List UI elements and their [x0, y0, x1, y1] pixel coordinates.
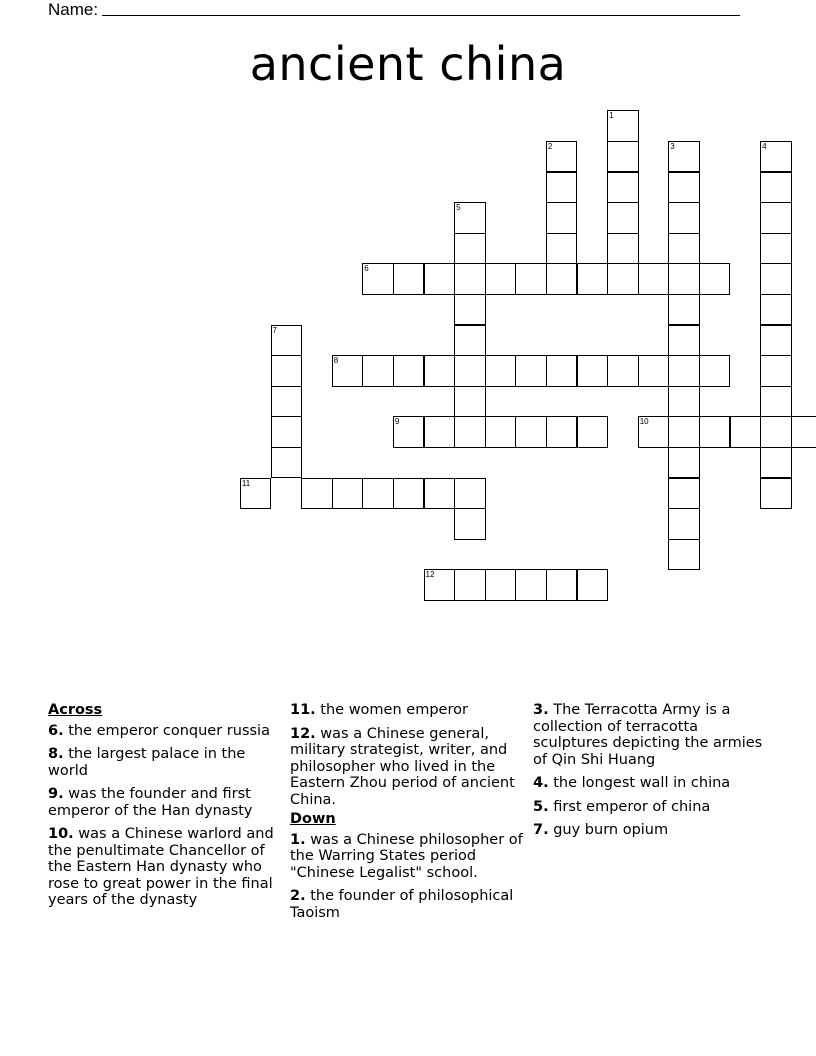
crossword-cell[interactable] — [271, 355, 303, 387]
crossword-cell[interactable] — [668, 416, 700, 448]
cell-number: 4 — [762, 141, 767, 151]
across-heading: Across — [48, 702, 103, 718]
crossword-cell[interactable] — [454, 202, 486, 234]
clues-column-1 — [48, 702, 284, 916]
crossword-cell[interactable] — [760, 416, 792, 448]
crossword-cell[interactable] — [393, 416, 425, 448]
clue-text: the longest wall in china — [553, 775, 731, 791]
clue-text: the largest palace in the world — [48, 746, 246, 779]
crossword-cell[interactable] — [668, 478, 700, 510]
crossword-cell[interactable] — [546, 569, 578, 601]
clue-number: 1. — [290, 831, 306, 848]
cell-number: 9 — [394, 417, 400, 427]
crossword-cell[interactable] — [515, 416, 547, 448]
clue-text: the founder of philosophical Taoism — [290, 888, 514, 921]
clue-number: 5. — [533, 798, 549, 815]
crossword-cell[interactable] — [546, 355, 578, 387]
crossword-cell[interactable] — [424, 355, 456, 387]
crossword-cell[interactable] — [362, 478, 394, 510]
crossword-cell[interactable] — [577, 569, 609, 601]
crossword-cell[interactable] — [271, 386, 303, 418]
crossword-cell[interactable] — [424, 263, 456, 295]
crossword-cell[interactable] — [668, 325, 700, 357]
crossword-cell[interactable] — [546, 233, 578, 265]
crossword-cell[interactable] — [668, 386, 700, 418]
clue-number: 11. — [290, 702, 316, 718]
clue-text: was a Chinese general, military strategist, writer, and philosopher who lived in the Eastern Zhou period of ancient China. — [290, 725, 515, 808]
cell-number: 10 — [639, 417, 649, 427]
clue-text: the women emperor — [320, 702, 468, 718]
crossword-cell[interactable] — [393, 355, 425, 387]
crossword-cell[interactable] — [393, 263, 425, 295]
crossword-cell[interactable] — [760, 233, 792, 265]
crossword-cell[interactable] — [577, 355, 609, 387]
crossword-cell[interactable] — [332, 478, 364, 510]
clue-text: the emperor conquer russia — [68, 722, 270, 739]
crossword-cell[interactable] — [668, 355, 700, 387]
clue-number: 7. — [533, 822, 549, 838]
crossword-cell[interactable] — [760, 172, 792, 204]
down-heading: Down — [290, 811, 336, 827]
clue-across-11 — [290, 702, 526, 719]
clue-down-2 — [290, 888, 526, 921]
crossword-cell[interactable] — [546, 141, 578, 173]
clue-number: 10. — [48, 826, 74, 842]
crossword-cell[interactable] — [577, 416, 609, 448]
crossword-cell[interactable] — [271, 416, 303, 448]
clue-number: 12. — [290, 725, 316, 742]
crossword-cell[interactable] — [546, 172, 578, 204]
crossword-cell[interactable] — [454, 478, 486, 510]
crossword-cell[interactable] — [362, 355, 394, 387]
crossword-cell[interactable] — [668, 447, 700, 479]
crossword-cell[interactable] — [485, 263, 517, 295]
crossword-cell[interactable] — [607, 263, 639, 295]
crossword-cell[interactable] — [454, 508, 486, 540]
name-label: Name: — [48, 0, 99, 19]
crossword-cell[interactable] — [393, 478, 425, 510]
crossword-cell[interactable] — [668, 233, 700, 265]
crossword-cell[interactable] — [485, 569, 517, 601]
clues-column-2 — [290, 702, 526, 928]
clue-text: guy burn opium — [553, 822, 669, 838]
crossword-cell[interactable] — [546, 416, 578, 448]
crossword-cell[interactable] — [454, 386, 486, 418]
crossword-cell[interactable] — [577, 263, 609, 295]
crossword-cell[interactable] — [668, 202, 700, 234]
crossword-cell[interactable] — [485, 355, 517, 387]
crossword-cell[interactable] — [607, 355, 639, 387]
clue-text: was the founder and first emperor of the Han dynasty — [48, 786, 253, 819]
crossword-cell[interactable] — [760, 447, 792, 479]
clue-number: 3. — [533, 702, 549, 718]
crossword-cell[interactable] — [424, 478, 456, 510]
crossword-cell[interactable] — [638, 416, 670, 448]
crossword-cell[interactable] — [271, 447, 303, 479]
crossword-cell[interactable] — [668, 141, 700, 173]
clue-across-9 — [48, 786, 284, 819]
cell-number: 8 — [333, 356, 339, 366]
crossword-cell[interactable] — [668, 294, 700, 326]
crossword-cell[interactable] — [454, 263, 486, 295]
crossword-cell[interactable] — [515, 569, 547, 601]
crossword-cell[interactable] — [730, 416, 762, 448]
crossword-cell[interactable] — [760, 294, 792, 326]
crossword-cell[interactable] — [454, 325, 486, 357]
crossword-cell[interactable] — [668, 539, 700, 571]
clue-across-12 — [290, 726, 526, 809]
crossword-cell[interactable] — [760, 355, 792, 387]
clue-down-7 — [533, 822, 769, 839]
crossword-cell[interactable] — [515, 263, 547, 295]
crossword-cell[interactable] — [638, 263, 670, 295]
clue-across-8 — [48, 746, 284, 779]
cell-number: 2 — [547, 141, 553, 151]
crossword-cell[interactable] — [271, 325, 303, 357]
page-title: ancient china — [249, 37, 567, 91]
crossword-cell[interactable] — [668, 172, 700, 204]
crossword-cell[interactable] — [607, 110, 639, 142]
crossword-cell[interactable] — [240, 478, 272, 510]
clue-text: first emperor of china — [553, 798, 711, 815]
crossword-cell[interactable] — [454, 233, 486, 265]
clue-down-4 — [533, 775, 769, 792]
cell-number: 5 — [456, 203, 461, 213]
crossword-cell[interactable] — [699, 355, 731, 387]
clue-down-1 — [290, 832, 526, 882]
cell-number: 12 — [425, 570, 435, 580]
cell-number: 1 — [609, 111, 614, 121]
clue-number: 4. — [533, 775, 549, 791]
clue-text: The Terracotta Army is a collection of terracotta sculptures depicting the armies of Qin Shi Huang — [533, 702, 763, 768]
crossword-cell[interactable] — [362, 263, 394, 295]
crossword-cell[interactable] — [760, 263, 792, 295]
crossword-cell[interactable] — [760, 141, 792, 173]
crossword-cell[interactable] — [454, 355, 486, 387]
crossword-cell[interactable] — [546, 202, 578, 234]
crossword-cell[interactable] — [607, 141, 639, 173]
crossword-cell[interactable] — [760, 202, 792, 234]
crossword-cell[interactable] — [424, 569, 456, 601]
cell-number: 7 — [272, 325, 277, 335]
crossword-cell[interactable] — [668, 263, 700, 295]
cell-number: 3 — [670, 141, 675, 151]
crossword-cell[interactable] — [760, 478, 792, 510]
crossword-cell[interactable] — [424, 416, 456, 448]
crossword-cell[interactable] — [760, 325, 792, 357]
cell-number: 11 — [241, 478, 251, 488]
crossword-cell[interactable] — [454, 569, 486, 601]
clue-text: was a Chinese warlord and the penultimate Chancellor of the Eastern Han dynasty who rose to great power in the final years of the dynasty — [48, 826, 274, 908]
clue-number: 9. — [48, 786, 64, 802]
crossword-cell[interactable] — [760, 386, 792, 418]
clue-down-5 — [533, 799, 769, 816]
clue-across-6 — [48, 723, 284, 740]
crossword-cell[interactable] — [454, 294, 486, 326]
crossword-cell[interactable] — [332, 355, 364, 387]
crossword-cell[interactable] — [515, 355, 547, 387]
crossword-cell[interactable] — [638, 355, 670, 387]
crossword-cell[interactable] — [699, 416, 731, 448]
clue-number: 2. — [290, 888, 306, 904]
crossword-cell[interactable] — [485, 416, 517, 448]
clue-text: was a Chinese philosopher of the Warring States period "Chinese Legalist" school. — [290, 831, 523, 881]
cell-number: 6 — [364, 264, 369, 274]
crossword-cell[interactable] — [668, 508, 700, 540]
crossword-cell[interactable] — [699, 263, 731, 295]
crossword-cell[interactable] — [607, 233, 639, 265]
clue-down-3 — [533, 702, 769, 768]
clue-number: 6. — [48, 722, 64, 739]
clues-column-3 — [533, 702, 769, 846]
crossword-cell[interactable] — [607, 172, 639, 204]
crossword-cell[interactable] — [301, 478, 333, 510]
clue-number: 8. — [48, 746, 64, 762]
crossword-cell[interactable] — [546, 263, 578, 295]
crossword-cell[interactable] — [454, 416, 486, 448]
crossword-cell[interactable] — [791, 416, 816, 448]
crossword-cell[interactable] — [607, 202, 639, 234]
clue-across-10 — [48, 826, 284, 909]
